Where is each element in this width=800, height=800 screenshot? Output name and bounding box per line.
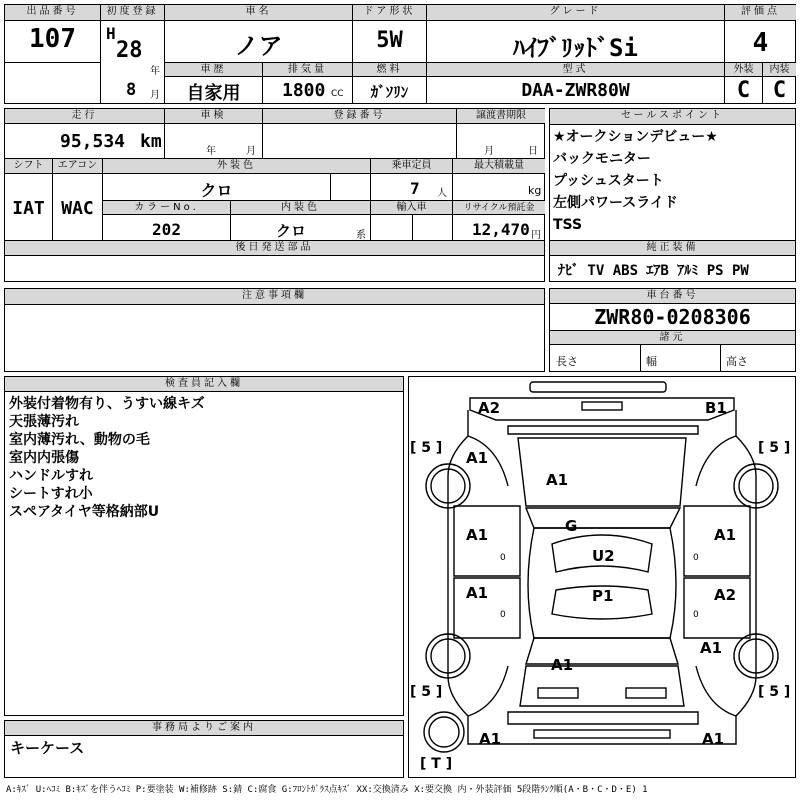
inspector-line: 外装付着物有り、うすい線キズ [9,396,205,412]
first-reg-label: 初度登録 [101,5,164,21]
deadline-day-unit: 日 [528,146,538,157]
model: DAA-ZWR80W [521,80,630,101]
sales-item: プッシュスタート [553,173,664,189]
inspector-line: スペアタイヤ等格納部U [9,504,160,520]
chassis-number: ZWR80-0208306 [594,305,751,329]
history: 自家用 [186,83,241,104]
model-label: 型式 [427,63,724,77]
int-score-label: 内装 [763,63,796,77]
ac: WAC [61,198,94,219]
shift: IAT [12,198,45,219]
spec-length: 長さ [556,355,578,368]
score-label: 評価点 [725,5,796,21]
score: 4 [752,28,769,58]
month-unit: 月 [150,90,160,101]
door-marker: 0 [500,553,506,563]
history-label: 車歴 [165,63,262,77]
door: 5W [376,28,403,53]
door-label: ドア形状 [353,5,426,21]
inspector-line: 天張薄汚れ [9,414,79,430]
car-name-label: 車名 [165,5,352,21]
reg-month: 8 [126,80,137,100]
fuel: ｶﾞｿﾘﾝ [370,83,409,101]
mileage-unit: km [140,131,162,152]
damage-a1-right-door-front: A1 [714,526,737,544]
ac-label: エアコン [53,159,102,174]
recycle: 12,470 [472,220,530,239]
year-unit: 年 [150,66,160,77]
damage-a2-right-door-rear: A2 [714,586,737,604]
reg-year: 28 [116,38,143,63]
mileage: 95,534 [60,131,126,152]
car-diagram [408,376,796,778]
ext-score: C [736,78,751,103]
tire-front-left: [ 5 ] [410,440,443,456]
inspector-label: 検査員記入欄 [5,377,403,392]
capacity: 7 [410,179,420,198]
deadline-label: 譲渡書期限 [457,109,545,124]
fuel-label: 燃料 [353,63,426,77]
later-parts-label: 後日発送部品 [5,241,544,256]
spec-label: 諸元 [550,331,795,345]
chassis-label: 車台番号 [550,289,795,304]
tire-front-right: [ 5 ] [758,440,791,456]
legend-footer: A:ｷｽﾞ U:ﾍｺﾐ B:ｷｽﾞを伴うﾍｺﾐ P:要塗装 W:補修跡 S:錆 C:腐食 G:ﾌﾛﾝﾄｶﾞﾗｽ点ｷｽﾞ XX:交換済み X:要交換 内・外装評価 5段階ﾗﾝｸ順(A・B・C・D・E) 1 [6,785,648,795]
damage-a1-rear-right: A1 [702,730,725,748]
damage-a1-left-door-front: A1 [466,526,489,544]
max-load-label: 最大積載量 [453,159,545,174]
color-no: 202 [152,220,181,239]
damage-u2-roof: U2 [592,547,615,565]
deadline-month-unit: 月 [484,146,494,157]
sales-item: TSS [553,217,583,233]
sales-item: ★オークションデビュー★ [553,129,718,145]
import-label: 輸入車 [371,201,452,215]
displacement-label: 排気量 [263,63,352,77]
door-marker: 0 [693,610,699,620]
shift-label: シフト [5,159,52,174]
era: H [106,24,116,43]
door-marker: 0 [693,553,699,563]
damage-g-windshield: G [565,517,578,535]
mileage-label: 走行 [5,109,164,124]
sales-point-list [553,128,718,238]
int-color: クロ [275,222,306,240]
grade-label: グレード [427,5,724,21]
equipment-label: 純正装備 [550,241,795,256]
office-label: 事務局よりご案内 [5,721,403,736]
color: クロ [200,181,233,200]
sales-point-label: セールスポイント [550,109,795,125]
lot-no-label: 出品番号 [5,5,100,21]
damage-a1-trunk: A1 [551,656,574,674]
insp-year-unit: 年 [206,146,216,157]
reg-no-label: 登録番号 [263,109,456,124]
inspection-label: 車検 [165,109,262,124]
damage-a1-left-fender: A1 [466,449,489,467]
inspector-line: シートすれ小 [9,486,93,502]
sales-item: バックモニター [553,151,651,167]
color-label: 外装色 [103,159,370,174]
recycle-unit: 円 [531,230,541,241]
inspector-line: 室内内張傷 [9,450,79,466]
int-score: C [772,78,787,103]
int-color-label: 内装色 [231,201,370,215]
max-load-unit: kg [528,184,542,197]
tire-rear-right: [ 5 ] [758,684,791,700]
int-color-unit: 系 [356,230,366,241]
damage-p1-roof-rear: P1 [592,587,614,605]
lot-no: 107 [29,24,76,54]
capacity-unit: 人 [437,188,447,199]
capacity-label: 乗車定員 [371,159,452,174]
damage-a1-rear-left: A1 [479,730,502,748]
inspector-line: 室内薄汚れ、動物の毛 [9,432,150,448]
inspector-line: ハンドルすれ [9,468,93,484]
sales-item: 左側パワースライド [553,195,678,211]
inspector-notes [9,395,205,521]
tire-rear-left: [ 5 ] [410,684,443,700]
color-no-label: カラーNo. [103,201,230,215]
insp-month-unit: 月 [246,146,256,157]
car-name: ノア [234,32,283,60]
damage-a2-front-left: A2 [478,399,501,417]
recycle-label: リサイクル預託金 [453,201,545,215]
office-text: キーケース [10,739,85,757]
equipment: ﾅﾋﾞ TV ABS ｴｱB ｱﾙﾐ PS PW [558,263,749,279]
grade: ﾊｲﾌﾞﾘｯﾄﾞSi [513,34,638,62]
notes-label: 注意事項欄 [5,289,544,305]
damage-a1-hood: A1 [546,471,569,489]
spec-width: 幅 [646,355,657,368]
damage-a1-right-rear-fender: A1 [700,639,723,657]
displacement: 1800 [282,80,326,101]
ext-score-label: 外装 [725,63,762,77]
spec-height: 高さ [726,355,748,368]
spare-tire: [ T ] [420,756,453,772]
damage-a1-left-door-rear: A1 [466,584,489,602]
door-marker: 0 [500,610,506,620]
displacement-unit: CC [331,89,344,99]
damage-b1-front-right: B1 [705,399,727,417]
